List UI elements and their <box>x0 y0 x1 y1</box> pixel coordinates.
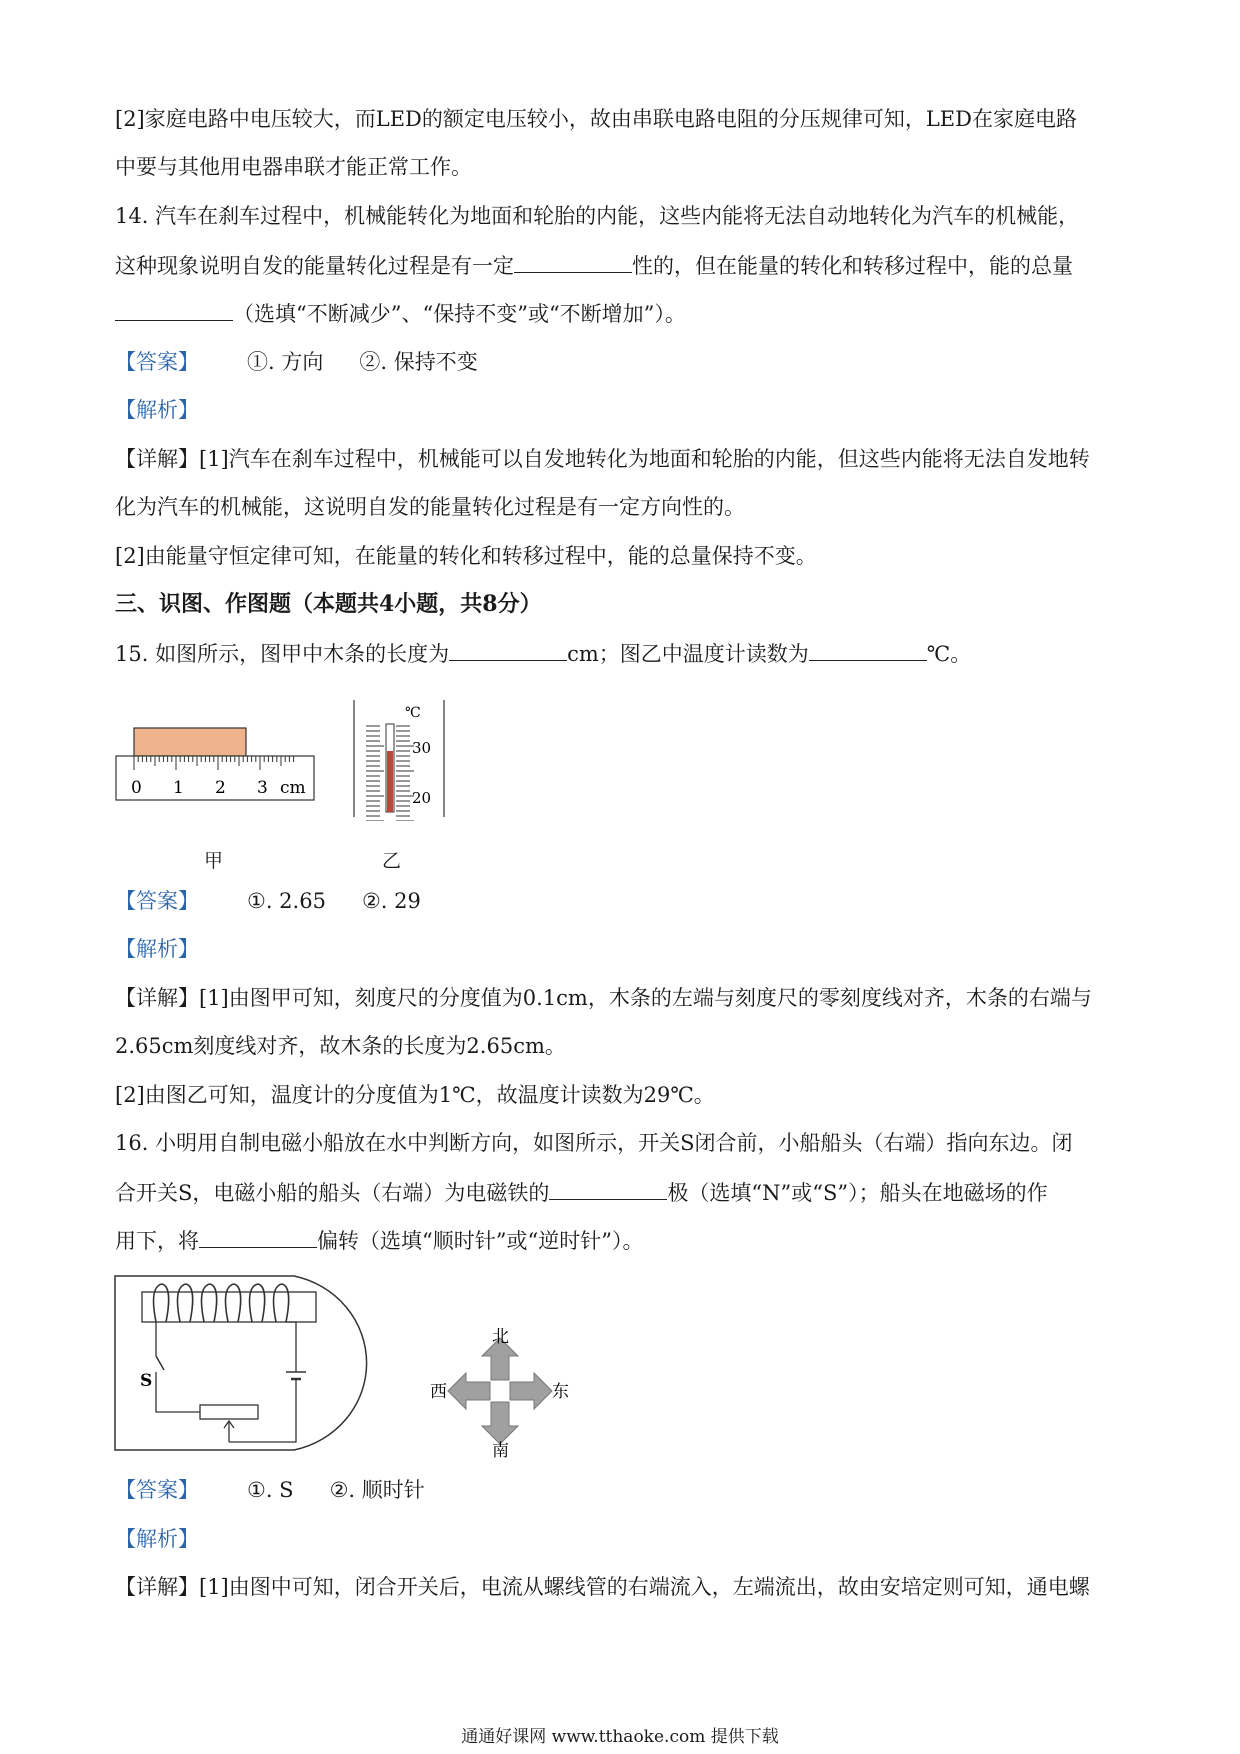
question-16-text <box>115 1177 1048 1208</box>
wood-strip <box>134 728 246 756</box>
compass-figure <box>430 1328 570 1458</box>
figure-label-yi: 乙 <box>382 850 402 872</box>
answer-tag: 【答案】 <box>115 1478 199 1502</box>
detail-tag: 【详解】 <box>115 1575 199 1599</box>
text-segment: [1]由图中可知，闭合开关后，电流从螺线管的右端流入，左端流出，故由安培定则可知，通电螺 <box>199 1575 1090 1599</box>
detail-line: [2]由能量守恒定律可知，在能量的转化和转移过程中，能的总量保持不变。 <box>115 544 817 568</box>
answer-2: ②. 顺时针 <box>329 1478 425 1502</box>
answer-line <box>115 1475 425 1505</box>
answer-blank[interactable] <box>514 250 632 273</box>
text-segment: 用下，将 <box>115 1229 199 1253</box>
answer-blank[interactable] <box>549 1177 667 1200</box>
detail-line <box>115 1572 1090 1602</box>
answer-blank[interactable] <box>449 638 567 661</box>
thermometer-unit: ℃ <box>405 705 421 721</box>
text-segment: 性的，但在能量的转化和转移过程中，能的总量 <box>632 254 1073 278</box>
detail-line: 化为汽车的机械能，这说明自发的能量转化过程是有一定方向性的。 <box>115 495 745 519</box>
detail-line: 2.65cm刻度线对齐，故木条的长度为2.65cm。 <box>115 1034 566 1058</box>
question-14-text: 14. 汽车在刹车过程中，机械能转化为地面和轮胎的内能，这些内能将无法自动地转化为汽车的机械能， <box>115 204 1080 228</box>
detail-line <box>115 444 1090 474</box>
text-segment: ℃。 <box>926 642 972 666</box>
ruler-tick-label: 0 <box>131 778 142 798</box>
compass-arrows-icon <box>448 1338 552 1444</box>
answer-1: ①. 2.65 <box>247 889 326 913</box>
thermometer-figure <box>350 696 450 821</box>
question-14-text <box>115 298 686 329</box>
answer-blank[interactable] <box>809 638 927 661</box>
figure-label-jia: 甲 <box>204 850 224 872</box>
question-15-text <box>115 638 971 669</box>
page-footer: 通通好课网 www.tthaoke.com 提供下载 <box>461 1727 779 1747</box>
compass-south: 南 <box>492 1441 509 1458</box>
answer-line <box>115 886 421 916</box>
answer-blank[interactable] <box>199 1225 317 1248</box>
ruler-tick-label: 3 <box>257 778 268 798</box>
thermometer-label-30: 30 <box>412 739 432 757</box>
text-segment: 15. 如图所示，图甲中木条的长度为 <box>115 642 450 666</box>
answer-1: ①. S <box>247 1478 294 1502</box>
text-segment: （选填“不断减少”、“保持不变”或“不断增加”）。 <box>233 302 686 326</box>
text-segment: 合开关S，电磁小船的船头（右端）为电磁铁的 <box>115 1181 550 1205</box>
thermometer-label-20: 20 <box>412 789 432 807</box>
detail-tag: 【详解】 <box>115 986 199 1010</box>
answer-tag: 【答案】 <box>115 350 199 374</box>
answer-2: ②. 保持不变 <box>359 350 478 374</box>
ruler-figure <box>110 720 320 810</box>
question-16-text: 16. 小明用自制电磁小船放在水中判断方向，如图所示，开关S闭合前，小船船头（右端）指向东边。闭 <box>115 1131 1073 1155</box>
answer-2: ②. 29 <box>361 889 421 913</box>
text-line: [2]家庭电路中电压较大，而LED的额定电压较小，故由串联电路电阻的分压规律可知，LED在家庭电路 <box>115 107 1077 131</box>
boat-figure <box>112 1272 392 1454</box>
compass-north: 北 <box>492 1328 509 1347</box>
detail-tag: 【详解】 <box>115 447 199 471</box>
switch-label: S <box>140 1371 153 1391</box>
text-segment: 这种现象说明自发的能量转化过程是有一定 <box>115 254 514 278</box>
analysis-tag: 【解析】 <box>115 1527 199 1551</box>
text-segment: [1]汽车在刹车过程中，机械能可以自发地转化为地面和轮胎的内能，但这些内能将无法自发地转 <box>199 447 1090 471</box>
text-segment: [1]由图甲可知，刻度尺的分度值为0.1cm，木条的左端与刻度尺的零刻度线对齐，木条的右端与 <box>199 986 1092 1010</box>
rheostat <box>200 1405 258 1419</box>
text-segment: 偏转（选填“顺时针”或“逆时针”）。 <box>317 1229 644 1253</box>
compass-west: 西 <box>430 1382 447 1402</box>
detail-line <box>115 983 1092 1013</box>
question-14-text <box>115 250 1073 281</box>
ruler-unit: cm <box>280 778 306 798</box>
question-16-text <box>115 1225 643 1256</box>
answer-blank[interactable] <box>115 298 233 321</box>
analysis-tag: 【解析】 <box>115 398 199 422</box>
mercury-column <box>387 751 393 812</box>
text-segment: 极（选填“N”或“S”）；船头在地磁场的作 <box>667 1181 1048 1205</box>
answer-line <box>115 347 478 377</box>
analysis-tag: 【解析】 <box>115 937 199 961</box>
text-line: 中要与其他用电器串联才能正常工作。 <box>115 155 472 179</box>
ruler-tick-label: 1 <box>173 778 184 798</box>
answer-1: ①. 方向 <box>247 350 324 374</box>
text-segment: cm；图乙中温度计读数为 <box>567 642 809 666</box>
compass-east: 东 <box>552 1382 569 1402</box>
ruler-tick-label: 2 <box>215 778 226 798</box>
answer-tag: 【答案】 <box>115 889 199 913</box>
detail-line: [2]由图乙可知，温度计的分度值为1℃，故温度计读数为29℃。 <box>115 1083 715 1107</box>
section-title: 三、识图、作图题（本题共4小题，共8分） <box>115 591 542 617</box>
